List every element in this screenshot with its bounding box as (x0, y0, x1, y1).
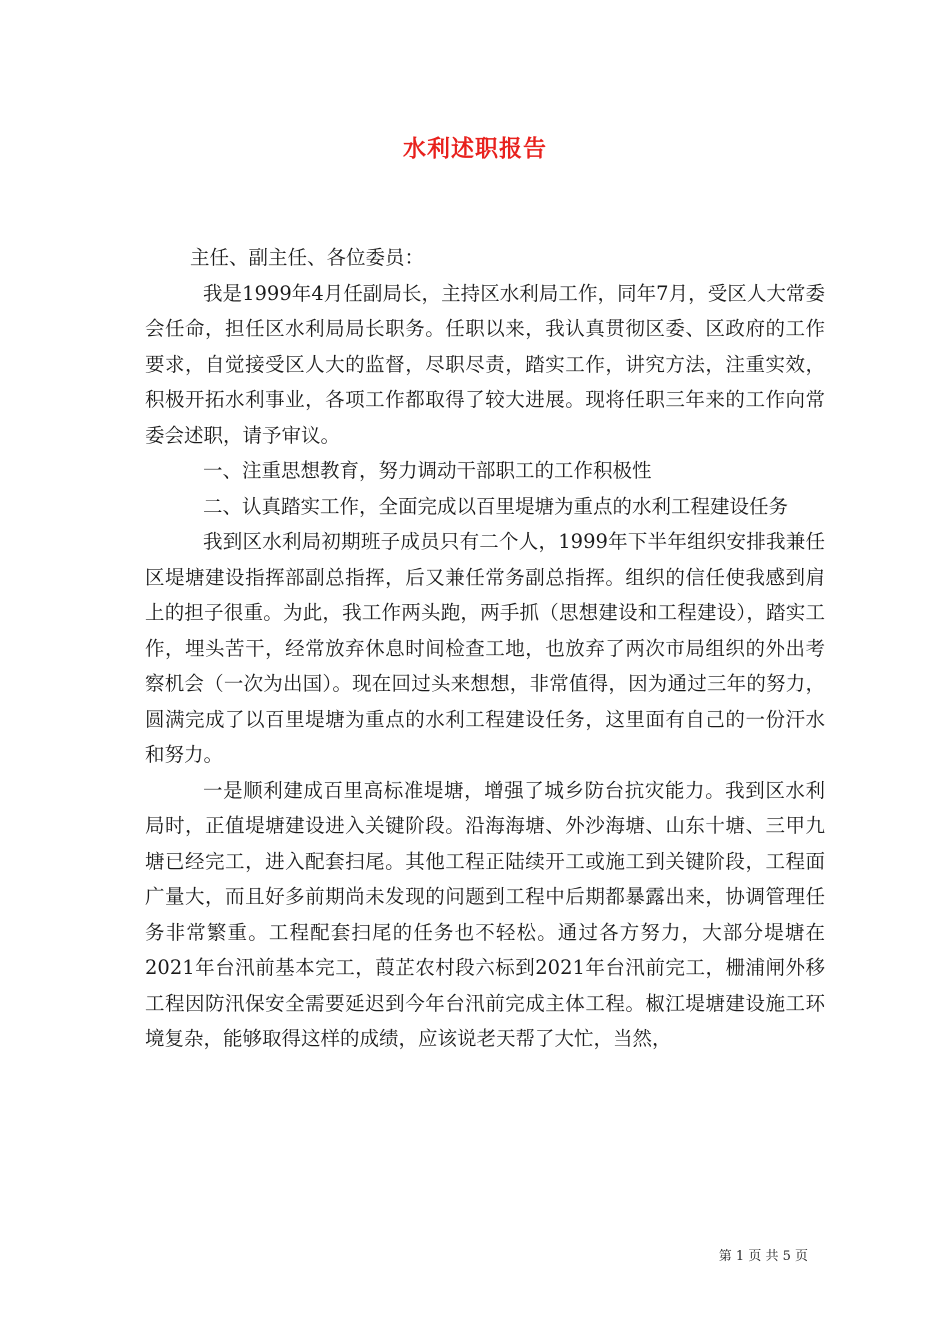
page-number: 第 1 页 共 5 页 (718, 1249, 808, 1264)
section-heading-2: 二、认真踏实工作，全面完成以百里堤塘为重点的水利工程建设任务 (203, 494, 789, 518)
paragraph-embankment: 一是顺利建成百里高标准堤塘，增强了城乡防台抗灾能力。我到区水利局时，正值堤塘建设进入关键阶段。沿海海塘、外沙海塘、山东十塘、三甲九塘已经完工，进入配套扫尾。其他工程正陆续开工或施工到关键阶段，工程面广量大，而且好多前期尚未发现的问题到工程中后期都暴露出来，协调管理任务非常繁重。工程配套扫尾的任务也不轻松。通过各方努力，大部分堤塘在2021年台汛前基本完工，葭芷农村段六标到2021年台汛前完工，栅浦闸外移工程因防汛保安全需要延迟到今年台汛前完成主体工程。椒江堤塘建设施工环境复杂，能够取得这样的成绩，应该说老天帮了大忙，当然， (145, 778, 825, 1050)
section-heading-1: 一、注重思想教育，努力调动干部职工的工作积极性 (203, 459, 652, 482)
salutation: 主任、副主任、各位委员： (190, 246, 425, 269)
paragraph-work-duty: 我到区水利局初期班子成员只有二个人，1999年下半年组织安排我兼任区堤塘建设指挥部副总指挥，后又兼任常务副总指挥。组织的信任使我感到肩上的担子很重。为此，我工作两头跑，两手抓（思想建设和工程建设），踏实工作，埋头苦干，经常放弃休息时间检查工地，也放弃了两次市局组织的外出考察机会（一次为出国）。现在回过头来想想，非常值得，因为通过三年的努力，圆满完成了以百里堤塘为重点的水利工程建设任务，这里面有自己的一份汗水和努力。 (145, 530, 825, 766)
paragraph-intro: 我是1999年4月任副局长，主持区水利局工作，同年7月，受区人大常委会任命，担任区水利局局长职务。任职以来，我认真贯彻区委、区政府的工作要求，自觉接受区人大的监督，尽职尽责，踏实工作，讲究方法，注重实效，积极开拓水利事业，各项工作都取得了较大进展。现将任职三年来的工作向常委会述职，请予审议。 (145, 281, 825, 447)
document-title: 水利述职报告 (403, 135, 547, 162)
document-body (145, 240, 825, 1057)
